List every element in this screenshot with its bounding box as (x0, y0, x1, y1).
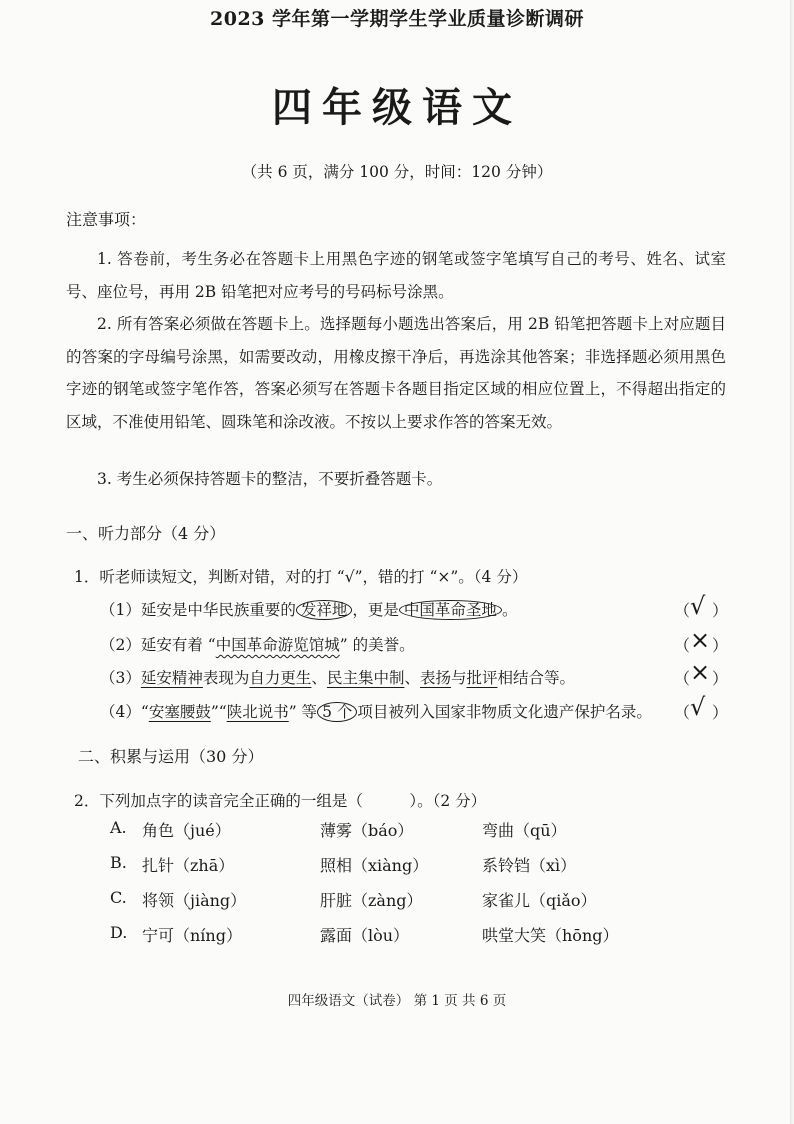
section-heading-accumulation: 二、积累与运用（30 分） (78, 747, 264, 766)
option-d-word-1: 宁可（níng） (142, 926, 242, 945)
cross-mark: × (690, 658, 711, 686)
underlined-word: 陕北说书 (226, 703, 289, 721)
option-b-word-3: 系铃铛（xì） (482, 856, 577, 875)
underlined-word: 表扬 (419, 669, 451, 687)
item-number: （4） (100, 703, 141, 721)
item-text: 延安是中华民族重要的 (140, 601, 296, 619)
option-c-word-2: 肝脏（zàng） (320, 891, 423, 910)
item-number: （2） (100, 636, 141, 654)
item-text: 、 (311, 669, 327, 687)
circled-word: 中国革命圣地 (399, 600, 502, 620)
notice-item-2: 2. 所有答案必须做在答题卡上。选择题每小题选出答案后，用 2B 铅笔把答题卡上对应题目的答案的字母编号涂黑，如需要改动，用橡皮擦干净后，再选涂其他答案；非选择题必须用黑色字迹的钢笔或签字笔作答，答案必须写在答题卡各题目指定区域的相应位置上，不得超出指定的区域，不准使用铅笔、圆珠笔和涂改液。不按以上要求作答的答案无效。 (66, 315, 726, 431)
question-1-item-4 (100, 700, 652, 722)
answer-paren-open: （ (674, 669, 691, 688)
circled-word: 发祥地 (296, 600, 353, 620)
wavy-underlined-word: 中国革命游览馆城 (215, 636, 340, 654)
answer-paren-close: ） (712, 669, 729, 688)
item-text: 、 (404, 669, 420, 687)
underlined-word: 自力更生 (249, 669, 312, 687)
question-1-item-2 (100, 633, 415, 655)
answer-paren-open: （ (674, 601, 691, 620)
answer-paren-open: （ (674, 703, 691, 722)
item-text: 相结合等。 (497, 669, 576, 687)
option-letter-b: B. (110, 853, 127, 872)
check-mark: √ (690, 592, 706, 620)
item-text: 。 (501, 601, 518, 619)
option-c-word-1: 将领（jiàng） (142, 891, 247, 910)
option-d-word-3: 哄堂大笑（hōng） (482, 926, 619, 945)
circled-word: 5 个 (317, 702, 357, 722)
item-text: ”“ (210, 703, 227, 721)
page-footer: 四年级语文（试卷） 第 1 页 共 6 页 (287, 993, 507, 1009)
answer-paren-close: ） (712, 703, 729, 722)
underlined-word: 批评 (466, 669, 498, 687)
exam-meta: （共 6 页，满分 100 分，时间：120 分钟） (241, 163, 553, 181)
notice-heading: 注意事项： (66, 210, 147, 229)
underlined-word: 民主集中制 (326, 669, 405, 687)
answer-paren-close: ） (712, 601, 729, 620)
check-mark: √ (690, 693, 706, 721)
option-letter-c: C. (110, 888, 127, 907)
question-1-item-3 (100, 666, 575, 688)
notice-item-3: 3. 考生必须保持答题卡的整洁，不要折叠答题卡。 (97, 470, 443, 488)
option-b-word-1: 扎针（zhā） (142, 856, 235, 875)
item-number: （1） (100, 601, 141, 619)
item-text: 延安有着 “ (140, 636, 216, 654)
option-b-word-2: 照相（xiàng） (320, 856, 429, 875)
page-edge-shadow (790, 0, 794, 1124)
underlined-word: 安塞腰鼓 (148, 703, 211, 721)
answer-paren-close: ） (712, 636, 729, 655)
option-c-word-3: 家雀儿（qiǎo） (482, 891, 597, 910)
option-a-word-2: 薄雾（báo） (320, 821, 414, 840)
item-text: 项目被列入国家非物质文化遗产保护名录。 (357, 703, 652, 721)
item-text: ” 等 (288, 703, 318, 721)
item-text: 表现为 (202, 669, 250, 687)
option-a-word-1: 角色（jué） (142, 821, 231, 840)
question-2-stem: 2．下列加点字的读音完全正确的一组是（ ）。（2 分） (74, 792, 487, 810)
option-a-word-3: 弯曲（qū） (482, 821, 567, 840)
item-text: ，更是 (352, 601, 399, 619)
cross-mark: × (690, 626, 711, 654)
exam-name: 2023 学年第一学期学生学业质量诊断调研 (210, 8, 584, 30)
option-d-word-2: 露面（lòu） (320, 926, 410, 945)
page-title: 四年级语文 (272, 84, 522, 131)
section-heading-listening: 一、听力部分（4 分） (66, 524, 226, 543)
item-number: （3） (100, 669, 141, 687)
item-text: 与 (450, 669, 467, 687)
underlined-word: 延安精神 (140, 669, 203, 687)
question-1-stem: 1．听老师读短文，判断对错，对的打 “√”，错的打 “×”。（4 分） (74, 568, 528, 586)
question-1-item-1 (100, 598, 517, 620)
item-text: ” 的美誉。 (339, 636, 415, 654)
item-text: “ (140, 703, 149, 721)
answer-paren-open: （ (674, 636, 691, 655)
notice-item-1: 1. 答卷前，考生务必在答题卡上用黑色字迹的钢笔或签字笔填写自己的考号、姓名、试室号、座位号，再用 2B 铅笔把对应考号的号码标号涂黑。 (66, 250, 726, 301)
option-letter-d: D. (110, 923, 128, 942)
option-letter-a: A. (110, 818, 127, 837)
